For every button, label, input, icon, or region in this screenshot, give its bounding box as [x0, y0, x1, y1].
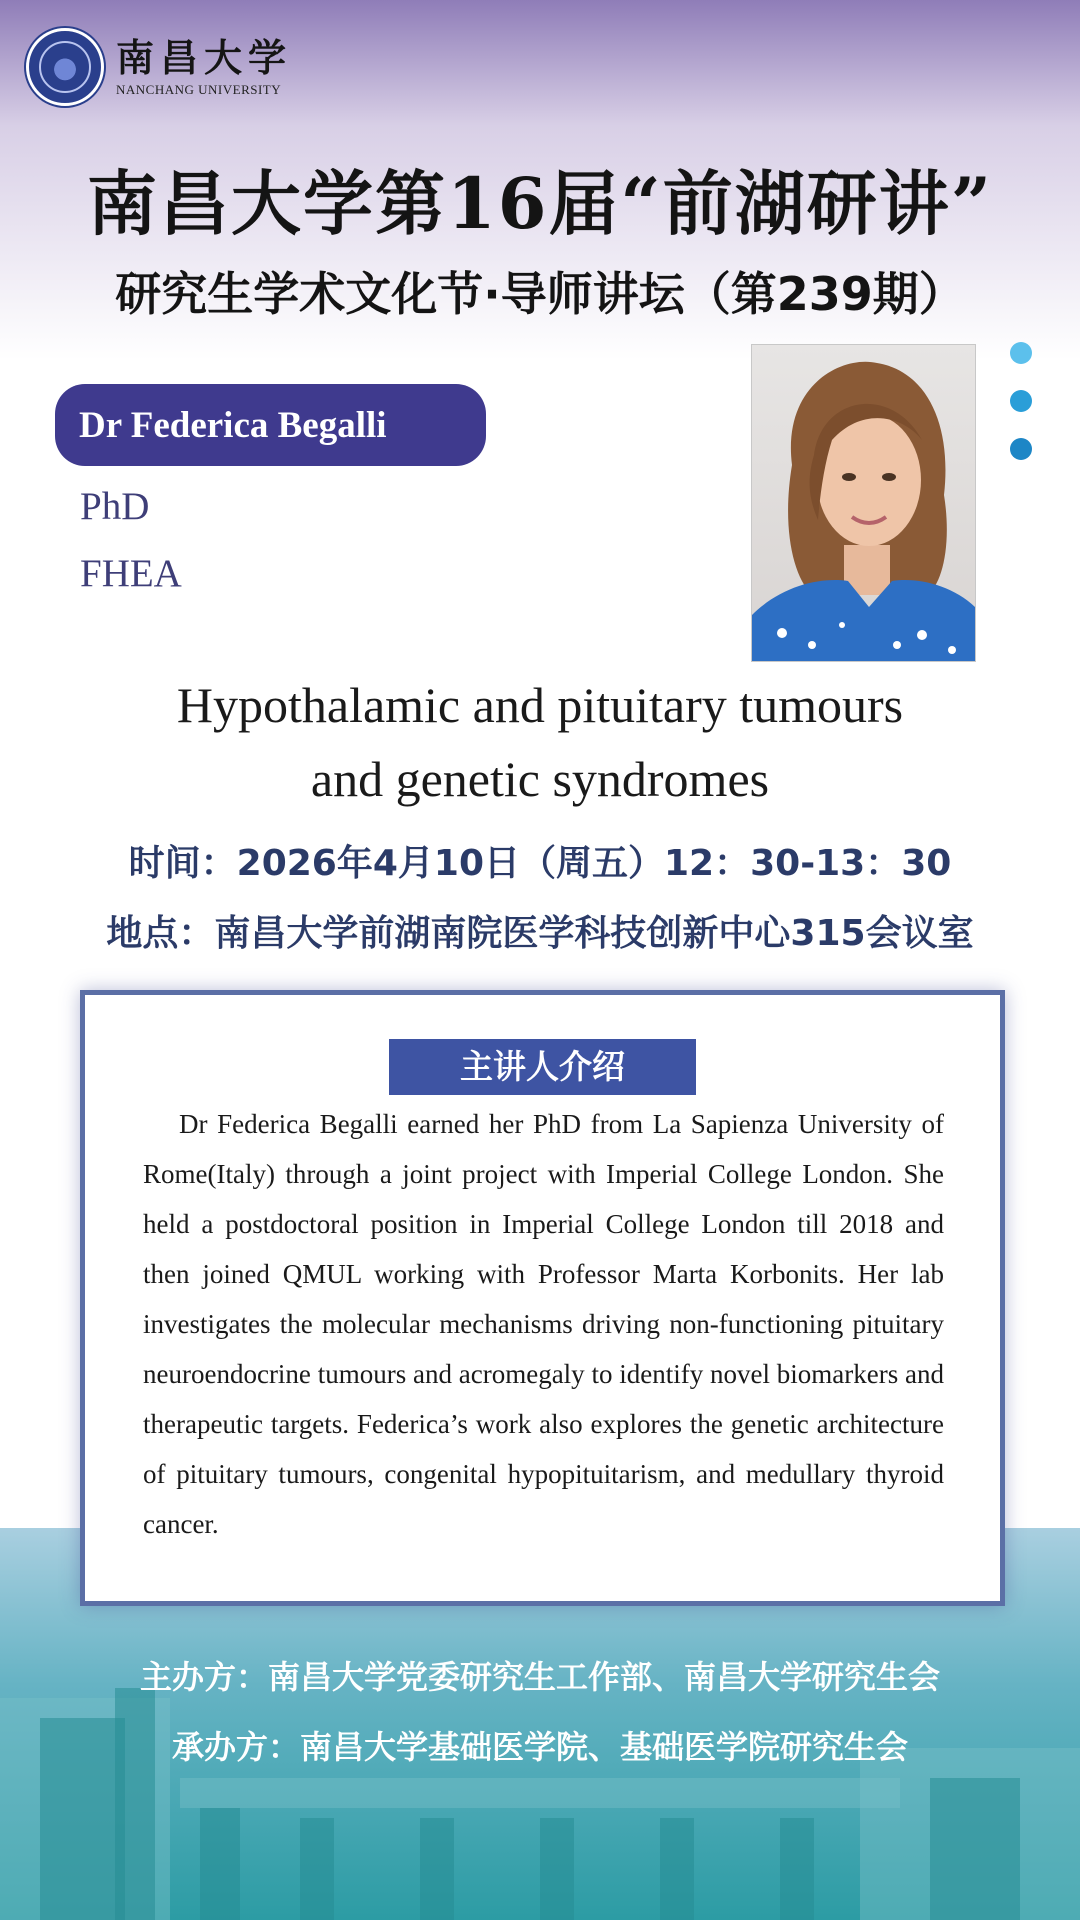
talk-title-line: Hypothalamic and pituitary tumours: [176, 677, 904, 733]
speaker-intro-text: Dr Federica Begalli earned her PhD from La Sapienza University of Rome(Italy) through a joint project with Imperial College London. She held a postdoctoral position in Imperial College London till 2018 and then joined QMUL working with Professor Marta Korbonits. Her lab investigates the molecular mechanisms driving non-functioning pituitary neuroendocrine tumours and acromegaly to identify novel biomarkers and therapeutic targets. Federica’s work also explores the genetic architecture of pituitary tumours, congenital hypopituitarism, and medullary thyroid cancer.: [143, 1109, 944, 1539]
event-subtitle: 研究生学术文化节·导师讲坛（第239期）: [115, 267, 965, 321]
event-location: 地点：南昌大学前湖南院医学科技创新中心315会议室: [106, 913, 974, 954]
speaker-intro-heading: 主讲人介绍: [389, 1039, 696, 1095]
university-name-cn: 南昌大学: [116, 35, 293, 80]
university-name-en: NANCHANG UNIVERSITY: [116, 82, 282, 97]
university-seal-icon: [26, 28, 104, 106]
event-time: 时间：2026年4月10日（周五）12：30-13：30: [128, 843, 952, 884]
speaker-photo: [751, 344, 976, 662]
decorative-dots: [1010, 342, 1032, 486]
talk-title: [0, 668, 1080, 816]
speaker-name: Dr Federica Begalli: [79, 404, 387, 446]
dot-icon: [1010, 342, 1032, 364]
talk-title-line: and genetic syndromes: [310, 751, 770, 807]
speaker-credential: PhD: [80, 485, 150, 528]
host-organizers: 主办方：南昌大学党委研究生工作部、南昌大学研究生会: [139, 1658, 940, 1696]
event-title: 南昌大学第16届“前湖研讲”: [87, 162, 993, 245]
portrait-icon: [752, 345, 975, 661]
speaker-intro-panel: [80, 990, 1005, 1606]
co-host-organizers: 承办方：南昌大学基础医学院、基础医学院研究生会: [171, 1728, 908, 1766]
dot-icon: [1010, 390, 1032, 412]
dot-icon: [1010, 438, 1032, 460]
speaker-name-badge: [55, 384, 486, 466]
university-logo: [26, 28, 292, 106]
speaker-credential: FHEA: [80, 552, 182, 595]
